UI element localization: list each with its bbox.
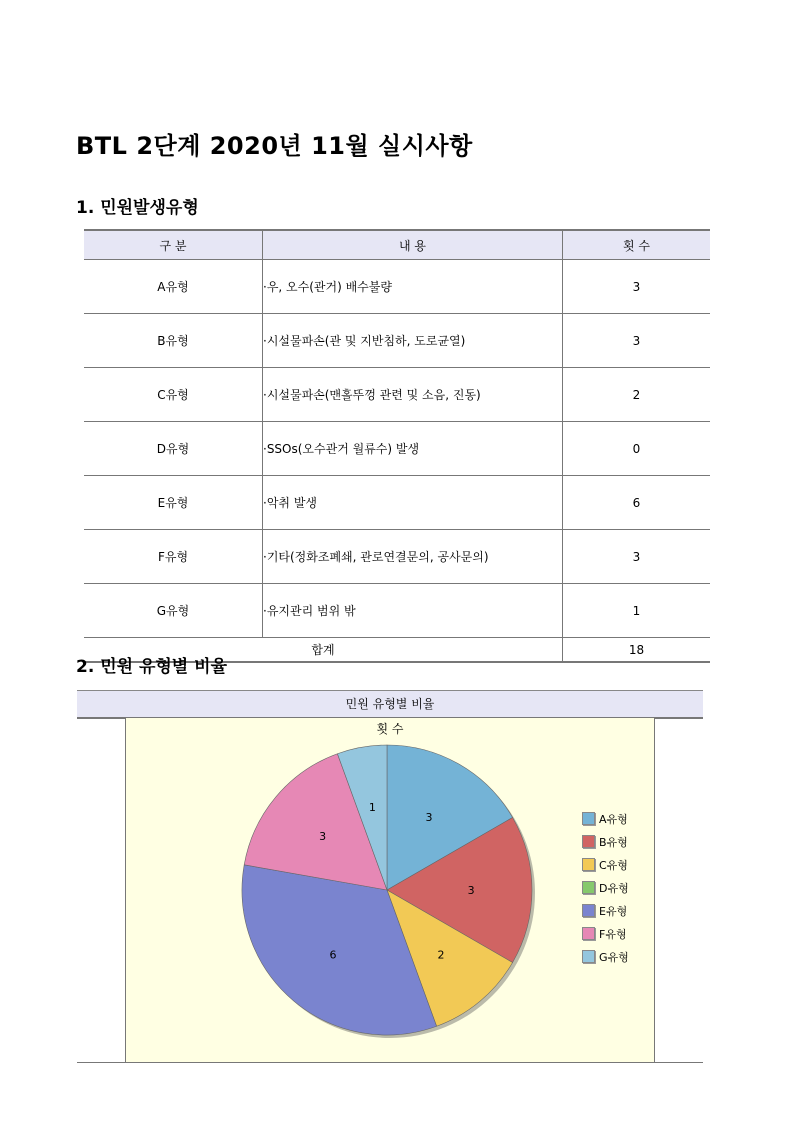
chart-plot-area	[125, 718, 655, 1062]
legend-item	[582, 853, 629, 876]
legend-swatch	[582, 881, 595, 894]
pie-slice-label: 3	[467, 884, 475, 897]
table-header-row	[84, 230, 710, 260]
pie-slice-label: 3	[319, 829, 327, 843]
table-row	[84, 476, 710, 530]
legend-label: C유형	[599, 858, 628, 872]
legend-label: B유형	[599, 835, 628, 849]
legend-swatch	[582, 904, 595, 917]
row-type: G유형	[84, 584, 263, 638]
legend-swatch	[582, 835, 595, 848]
section-heading-type-ratio: 2. 민원 유형별 비율	[76, 657, 227, 677]
row-type: A유형	[84, 260, 263, 314]
complaint-type-table	[84, 229, 710, 663]
row-content: ·유지관리 범위 밖	[263, 584, 563, 638]
table-row	[84, 584, 710, 638]
row-content: ·시설물파손(맨홀뚜껑 관련 및 소음, 진동)	[263, 368, 563, 422]
legend-item	[582, 922, 629, 945]
total-value: 18	[563, 638, 711, 663]
legend-item	[582, 830, 629, 853]
legend-item	[582, 899, 629, 922]
table-row	[84, 368, 710, 422]
row-count: 3	[563, 260, 711, 314]
table-row	[84, 422, 710, 476]
pie-slice-label: 1	[368, 801, 376, 815]
chart-header: 민원 유형별 비율	[77, 690, 703, 719]
legend-item	[582, 945, 629, 968]
pie-slice-label: 6	[329, 948, 337, 962]
legend-label: D유형	[599, 881, 629, 895]
table-row	[84, 260, 710, 314]
legend-swatch	[582, 858, 595, 871]
section-heading-complaint-types: 1. 민원발생유형	[76, 198, 199, 218]
legend-label: G유형	[599, 950, 629, 964]
row-type: F유형	[84, 530, 263, 584]
legend-item	[582, 807, 629, 830]
row-count: 3	[563, 530, 711, 584]
table-row	[84, 530, 710, 584]
chart-legend	[582, 807, 629, 968]
row-content: ·SSOs(오수관거 월류수) 발생	[263, 422, 563, 476]
legend-label: F유형	[599, 927, 627, 941]
row-count: 3	[563, 314, 711, 368]
pie-slice-label: 3	[425, 811, 433, 825]
chart-title: 횟 수	[376, 722, 404, 736]
legend-swatch	[582, 927, 595, 940]
row-content: ·시설물파손(관 및 지반침하, 도로균열)	[263, 314, 563, 368]
row-content: ·기타(정화조폐쇄, 관로연결문의, 공사문의)	[263, 530, 563, 584]
pie-chart	[126, 718, 654, 1062]
legend-swatch	[582, 812, 595, 825]
row-count: 2	[563, 368, 711, 422]
chart-frame	[77, 718, 703, 1063]
row-count: 0	[563, 422, 711, 476]
column-header-count: 횟 수	[563, 230, 711, 260]
total-label: 합계	[84, 638, 563, 663]
legend-label: A유형	[599, 812, 628, 826]
legend-label: E유형	[599, 904, 628, 918]
row-count: 1	[563, 584, 711, 638]
column-header-content: 내 용	[263, 230, 563, 260]
row-type: B유형	[84, 314, 263, 368]
row-count: 6	[563, 476, 711, 530]
row-content: ·우, 오수(관거) 배수불량	[263, 260, 563, 314]
row-content: ·악취 발생	[263, 476, 563, 530]
legend-item	[582, 876, 629, 899]
legend-swatch	[582, 950, 595, 963]
column-header-category: 구 분	[84, 230, 263, 260]
table-row	[84, 314, 710, 368]
row-type: E유형	[84, 476, 263, 530]
page-title: BTL 2단계 2020년 11월 실시사항	[76, 132, 473, 160]
pie-slice-label: 2	[437, 948, 445, 962]
row-type: D유형	[84, 422, 263, 476]
row-type: C유형	[84, 368, 263, 422]
